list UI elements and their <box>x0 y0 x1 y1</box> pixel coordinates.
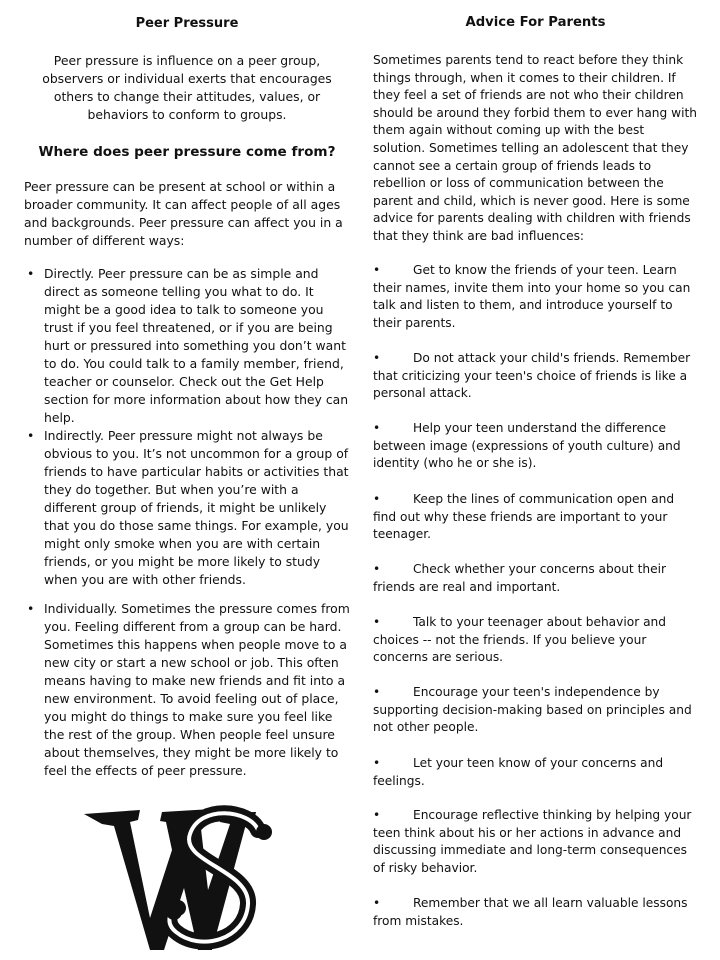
list-item <box>373 561 698 596</box>
bullet-list-individual <box>24 600 350 780</box>
tip-text: Encourage reflective thinking by helping your teen think about his or her actions in advance and discussing immediate and long-term consequences of risky behavior. <box>373 808 692 875</box>
list-item <box>24 427 350 589</box>
source-paragraph: Peer pressure can be present at school or within a broader community. It can affect people of all ages and backgrounds. Peer pressure can affect you in a number of different ways: <box>24 179 343 248</box>
bullet-text: Indirectly. Peer pressure might not always be obvious to you. It’s not uncommon for a group of friends to have particular habits or activities that they do together. But when you’re with a different group of friends, it might be unlikely that you do those same things. For example, you might only smoke when you are with certain friends, or you might be more likely to study when you are with other friends. <box>44 428 349 587</box>
bullet-icon: • <box>373 615 381 629</box>
tip-text: Remember that we all learn valuable lessons from mistakes. <box>373 896 688 928</box>
bullet-icon: • <box>373 685 381 699</box>
list-item <box>373 755 698 790</box>
source-heading: Where does peer pressure come from? <box>38 144 336 160</box>
bullet-list-indirect <box>24 427 350 589</box>
tip-text: Do not attack your child's friends. Remember that criticizing your teen's choice of friends is like a personal attack. <box>373 351 691 401</box>
bullet-icon: • <box>373 263 381 277</box>
list-item <box>373 420 698 473</box>
bullet-icon: • <box>373 421 381 435</box>
list-item <box>373 350 698 403</box>
peer-pressure-definition: Peer pressure is influence on a peer group, observers or individual exerts that encourages others to change their attitudes, values, or behaviors to conform to groups. <box>42 53 332 122</box>
list-item <box>373 614 698 667</box>
bullet-text: Individually. Sometimes the pressure comes from you. Feeling different from a group can be hard. Sometimes this happens when people move to a new city or start a new school or job. This often means having to make new friends and fit into a new environment. To avoid feeling out of place, you might do things to make sure you feel like the rest of the group. When people feel unsure about themselves, they might be more likely to feel the effects of peer pressure. <box>44 601 350 778</box>
advice-intro: Sometimes parents tend to react before they think things through, when it comes to their children. If they feel a set of friends are not who their children should be around they forbid them to ever hang with them again without coming up with the best solution. Sometimes telling an adolescent that they cannot see a certain group of friends leads to rebellion or loss of communication between the parent and child, which is never good. Here is some advice for parents dealing with children with friends that they think are bad influences: <box>373 53 697 243</box>
advice-title: Advice For Parents <box>465 15 606 30</box>
logo-serif-dot <box>166 904 182 920</box>
bullet-icon: • <box>373 562 381 576</box>
bullet-icon: • <box>373 896 381 910</box>
list-item <box>24 265 350 427</box>
peer-pressure-title: Peer Pressure <box>135 16 239 31</box>
bullet-icon: • <box>373 756 381 770</box>
list-item <box>373 807 698 877</box>
bullet-icon: • <box>27 266 35 281</box>
logo-serif-dot <box>256 824 272 840</box>
list-item <box>373 491 698 544</box>
tip-text: Help your teen understand the difference between image (expressions of youth culture) and identity (who he or she is). <box>373 421 681 471</box>
list-item <box>24 600 350 780</box>
list-item <box>373 684 698 737</box>
tip-text: Talk to your teenager about behavior and choices -- not the friends. If you believe your concerns are serious. <box>373 615 667 665</box>
tip-text: Let your teen know of your concerns and feelings. <box>373 756 664 788</box>
list-item <box>373 262 698 332</box>
tip-text: Encourage your teen's independence by supporting decision-making based on principles and not other people. <box>373 685 692 735</box>
bullet-icon: • <box>27 428 35 443</box>
tip-text: Get to know the friends of your teen. Learn their names, invite them into your home so you can talk and listen to them, and introduce yourself to their parents. <box>373 263 691 330</box>
bullet-icon: • <box>373 351 381 365</box>
bullet-list-direct <box>24 265 350 427</box>
bullet-icon: • <box>373 808 381 822</box>
list-item <box>373 895 698 930</box>
bullet-icon: • <box>27 601 35 616</box>
bullet-icon: • <box>373 492 381 506</box>
tip-text: Keep the lines of communication open and find out why these friends are important to your teenager. <box>373 492 675 542</box>
ws-logo <box>80 800 280 960</box>
bullet-text: Directly. Peer pressure can be as simple and direct as someone telling you what to do. It might be a good idea to talk to someone you trust if you feel threatened, or if you are being hurt or pressured into something you don’t want to do. You could talk to a family member, friend, teacher or counselor. Check out the Get Help section for more information about how they can help. <box>44 266 349 425</box>
tip-text: Check whether your concerns about their friends are real and important. <box>373 562 666 594</box>
